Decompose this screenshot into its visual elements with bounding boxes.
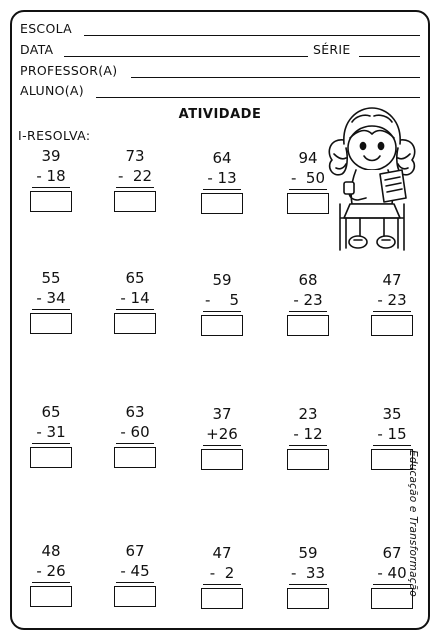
answer-box[interactable] bbox=[114, 313, 156, 334]
problem-9 bbox=[362, 270, 422, 336]
problem-17 bbox=[192, 543, 252, 609]
result-line bbox=[289, 311, 327, 312]
minuend: 59 bbox=[212, 271, 232, 289]
subtrahend: - 15 bbox=[377, 425, 407, 443]
result-line bbox=[116, 187, 154, 188]
girl-reading-illustration bbox=[322, 100, 422, 260]
minuend: 55 bbox=[41, 269, 61, 287]
result-line bbox=[32, 443, 70, 444]
result-line bbox=[373, 311, 411, 312]
subtrahend: +26 bbox=[206, 425, 238, 443]
minuend: 59 bbox=[298, 544, 318, 562]
problem-15 bbox=[21, 541, 81, 607]
minuend: 23 bbox=[298, 405, 318, 423]
subtrahend: - 22 bbox=[117, 167, 153, 185]
result-line bbox=[116, 309, 154, 310]
subtrahend: - 40 bbox=[377, 564, 407, 582]
minuend: 67 bbox=[382, 544, 402, 562]
subtrahend: - 18 bbox=[36, 167, 66, 185]
subtrahend: - 31 bbox=[36, 423, 66, 441]
problem-1 bbox=[21, 146, 81, 212]
data-line[interactable] bbox=[64, 56, 308, 57]
result-line bbox=[289, 584, 327, 585]
minuend: 35 bbox=[382, 405, 402, 423]
answer-box[interactable] bbox=[371, 315, 413, 336]
answer-box[interactable] bbox=[287, 449, 329, 470]
page-title: ATIVIDADE bbox=[178, 107, 262, 122]
instruction: I-RESOLVA: bbox=[18, 128, 91, 143]
escola-line[interactable] bbox=[84, 35, 420, 36]
minuend: 68 bbox=[298, 271, 318, 289]
result-line bbox=[203, 311, 241, 312]
answer-box[interactable] bbox=[287, 315, 329, 336]
subtrahend: - 34 bbox=[36, 289, 66, 307]
problem-10 bbox=[21, 402, 81, 468]
minuend: 65 bbox=[41, 403, 61, 421]
escola-label: ESCOLA bbox=[20, 21, 73, 36]
minuend: 67 bbox=[125, 542, 145, 560]
result-line bbox=[32, 309, 70, 310]
minuend: 47 bbox=[212, 544, 232, 562]
serie-label: SÉRIE bbox=[313, 42, 351, 57]
answer-box[interactable] bbox=[30, 447, 72, 468]
problem-5 bbox=[21, 268, 81, 334]
problem-13 bbox=[278, 404, 338, 470]
minuend: 94 bbox=[298, 149, 318, 167]
answer-box[interactable] bbox=[30, 191, 72, 212]
problem-8 bbox=[278, 270, 338, 336]
aluno-line[interactable] bbox=[96, 97, 420, 98]
result-line bbox=[373, 445, 411, 446]
result-line bbox=[289, 445, 327, 446]
subtrahend: - 12 bbox=[293, 425, 323, 443]
problem-3 bbox=[192, 148, 252, 214]
minuend: 64 bbox=[212, 149, 232, 167]
subtrahend: - 5 bbox=[204, 291, 240, 309]
subtrahend: - 13 bbox=[207, 169, 237, 187]
subtrahend: - 60 bbox=[120, 423, 150, 441]
subtrahend: - 14 bbox=[120, 289, 150, 307]
result-line bbox=[203, 584, 241, 585]
answer-box[interactable] bbox=[30, 586, 72, 607]
problem-2 bbox=[105, 146, 165, 212]
minuend: 48 bbox=[41, 542, 61, 560]
answer-box[interactable] bbox=[114, 191, 156, 212]
answer-box[interactable] bbox=[114, 447, 156, 468]
answer-box[interactable] bbox=[114, 586, 156, 607]
problem-16 bbox=[105, 541, 165, 607]
subtrahend: - 2 bbox=[209, 564, 235, 582]
minuend: 73 bbox=[125, 147, 145, 165]
minuend: 37 bbox=[212, 405, 232, 423]
professor-line[interactable] bbox=[131, 77, 420, 78]
subtrahend: - 50 bbox=[290, 169, 326, 187]
data-label: DATA bbox=[20, 42, 54, 57]
professor-label: PROFESSOR(A) bbox=[20, 63, 118, 78]
minuend: 39 bbox=[41, 147, 61, 165]
result-line bbox=[32, 187, 70, 188]
subtrahend: - 23 bbox=[377, 291, 407, 309]
subtrahend: - 23 bbox=[293, 291, 323, 309]
subtrahend: - 45 bbox=[120, 562, 150, 580]
problem-7 bbox=[192, 270, 252, 336]
answer-box[interactable] bbox=[201, 193, 243, 214]
side-credit-text: Educação e Transformação bbox=[407, 450, 419, 597]
subtrahend: - 33 bbox=[290, 564, 326, 582]
result-line bbox=[32, 582, 70, 583]
aluno-label: ALUNO(A) bbox=[20, 83, 84, 98]
serie-line[interactable] bbox=[359, 56, 420, 57]
subtrahend: - 26 bbox=[36, 562, 66, 580]
answer-box[interactable] bbox=[201, 449, 243, 470]
problem-11 bbox=[105, 402, 165, 468]
answer-box[interactable] bbox=[201, 588, 243, 609]
answer-box[interactable] bbox=[287, 588, 329, 609]
answer-box[interactable] bbox=[201, 315, 243, 336]
result-line bbox=[203, 189, 241, 190]
result-line bbox=[116, 582, 154, 583]
result-line bbox=[203, 445, 241, 446]
problem-6 bbox=[105, 268, 165, 334]
problem-18 bbox=[278, 543, 338, 609]
result-line bbox=[116, 443, 154, 444]
answer-box[interactable] bbox=[30, 313, 72, 334]
problem-12 bbox=[192, 404, 252, 470]
minuend: 63 bbox=[125, 403, 145, 421]
minuend: 47 bbox=[382, 271, 402, 289]
minuend: 65 bbox=[125, 269, 145, 287]
